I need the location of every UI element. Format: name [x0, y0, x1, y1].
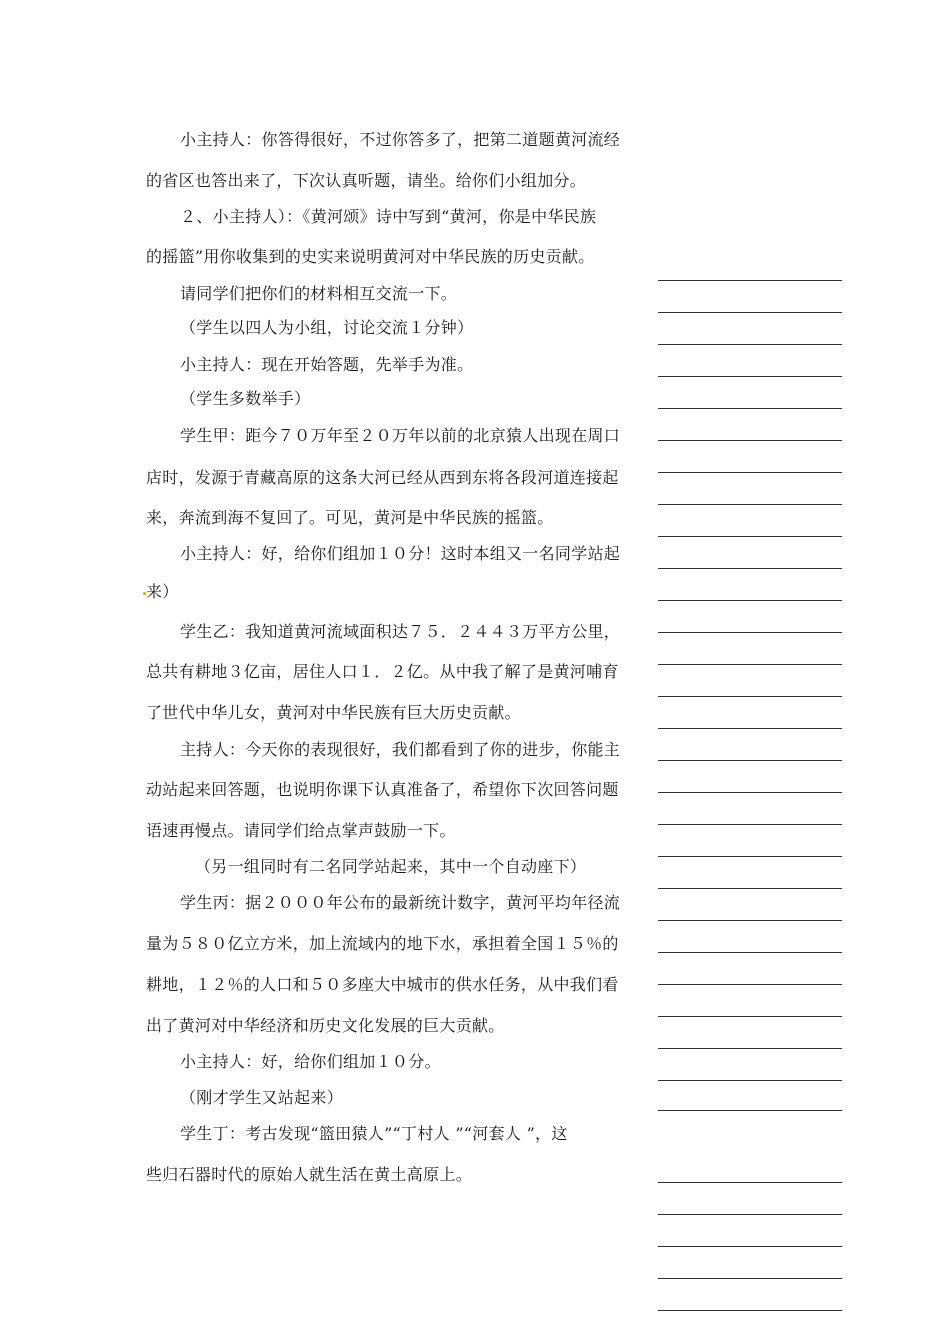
- text-line: 请同学们把你们的材料相互交流一下。: [180, 284, 458, 303]
- ruled-line: [658, 760, 842, 761]
- text-line: 的省区也答出来了，下次认真听题，请坐。给你们小组加分。: [146, 171, 587, 190]
- text-line: 出了黄河对中华经济和历史文化发展的巨大贡献。: [146, 1016, 505, 1035]
- ruled-line: [658, 792, 842, 793]
- ruled-line: [658, 1048, 842, 1049]
- ruled-line: [658, 664, 842, 665]
- ruled-line: [658, 1080, 842, 1081]
- ruled-line: [658, 1214, 842, 1215]
- ruled-line: [658, 536, 842, 537]
- ruled-line: [658, 472, 842, 473]
- ruled-line: [658, 824, 842, 825]
- ruled-line: [658, 280, 842, 281]
- stray-mark: [143, 592, 146, 595]
- text-line: 总共有耕地３亿亩，居住人口１．２亿。从中我了解了是黄河哺育: [146, 662, 619, 681]
- ruled-line: [658, 344, 842, 345]
- ruled-line: [658, 1110, 842, 1111]
- ruled-line: [658, 600, 842, 601]
- text-line: 学生丁：考古发现“篮田猿人”“丁村人 ”“河套人 ”，这: [180, 1124, 568, 1143]
- text-line: 学生甲：距今７０万年至２０万年以前的北京猿人出现在周口: [180, 426, 621, 445]
- ruled-line: [658, 312, 842, 313]
- text-line: 的摇篮”用你收集到的史实来说明黄河对中华民族的历史贡献。: [146, 247, 595, 266]
- ruled-line: [658, 920, 842, 921]
- ruled-line: [658, 632, 842, 633]
- text-line: 来）: [146, 582, 179, 601]
- text-line: 些归石器时代的原始人就生活在黄土高原上。: [146, 1165, 473, 1184]
- text-line: 小主持人：你答得很好，不过你答多了，把第二道题黄河流经: [180, 130, 621, 149]
- text-line: （刚才学生又站起来）: [180, 1088, 344, 1107]
- text-line: 语速再慢点。请同学们给点掌声鼓励一下。: [146, 821, 456, 840]
- text-line: 店时，发源于青藏高原的这条大河已经从西到东将各段河道连接起: [146, 468, 619, 487]
- text-line: （学生多数举手）: [180, 389, 311, 408]
- text-line: 量为５８０亿立方米，加上流域内的地下水，承担着全国１５％的: [146, 934, 619, 953]
- ruled-line: [658, 1246, 842, 1247]
- ruled-line: [658, 1182, 842, 1183]
- text-line: 学生乙：我知道黄河流域面积达７５．２４４３万平方公里，: [180, 622, 621, 641]
- ruled-line: [658, 504, 842, 505]
- text-line: 学生丙：据２０００年公布的最新统计数字，黄河平均年径流: [180, 893, 621, 912]
- ruled-line: [658, 1278, 842, 1279]
- text-line: ２、小主持人）：《黄河颂》诗中写到“黄河，你是中华民族: [180, 207, 597, 226]
- text-line: 动站起来回答题，也说明你课下认真准备了，希望你下次回答问题: [146, 780, 619, 799]
- ruled-line: [658, 1016, 842, 1017]
- ruled-line: [658, 376, 842, 377]
- text-line: 来，奔流到海不复回了。可见，黄河是中华民族的摇篮。: [146, 508, 554, 527]
- text-line: （学生以四人为小组，讨论交流１分钟）: [180, 318, 474, 337]
- ruled-line: [658, 728, 842, 729]
- text-line: 小主持人：好，给你们组加１０分。: [180, 1052, 441, 1071]
- text-line: 了世代中华儿女，黄河对中华民族有巨大历史贡献。: [146, 703, 521, 722]
- ruled-line: [658, 888, 842, 889]
- text-line: 小主持人：现在开始答题，先举手为准。: [180, 355, 474, 374]
- ruled-line: [658, 440, 842, 441]
- ruled-line: [658, 856, 842, 857]
- ruled-line: [658, 696, 842, 697]
- text-line: （另一组同时有二名同学站起来，其中一个自动座下）: [195, 857, 587, 876]
- ruled-line: [658, 408, 842, 409]
- ruled-line: [658, 984, 842, 985]
- ruled-line: [658, 1310, 842, 1311]
- ruled-line: [658, 952, 842, 953]
- ruled-line: [658, 568, 842, 569]
- text-line: 小主持人：好，给你们组加１０分！这时本组又一名同学站起: [180, 544, 621, 563]
- text-line: 耕地，１２％的人口和５０多座大中城市的供水任务，从中我们看: [146, 975, 619, 994]
- text-line: 主持人：今天你的表现很好，我们都看到了你的进步，你能主: [180, 740, 621, 759]
